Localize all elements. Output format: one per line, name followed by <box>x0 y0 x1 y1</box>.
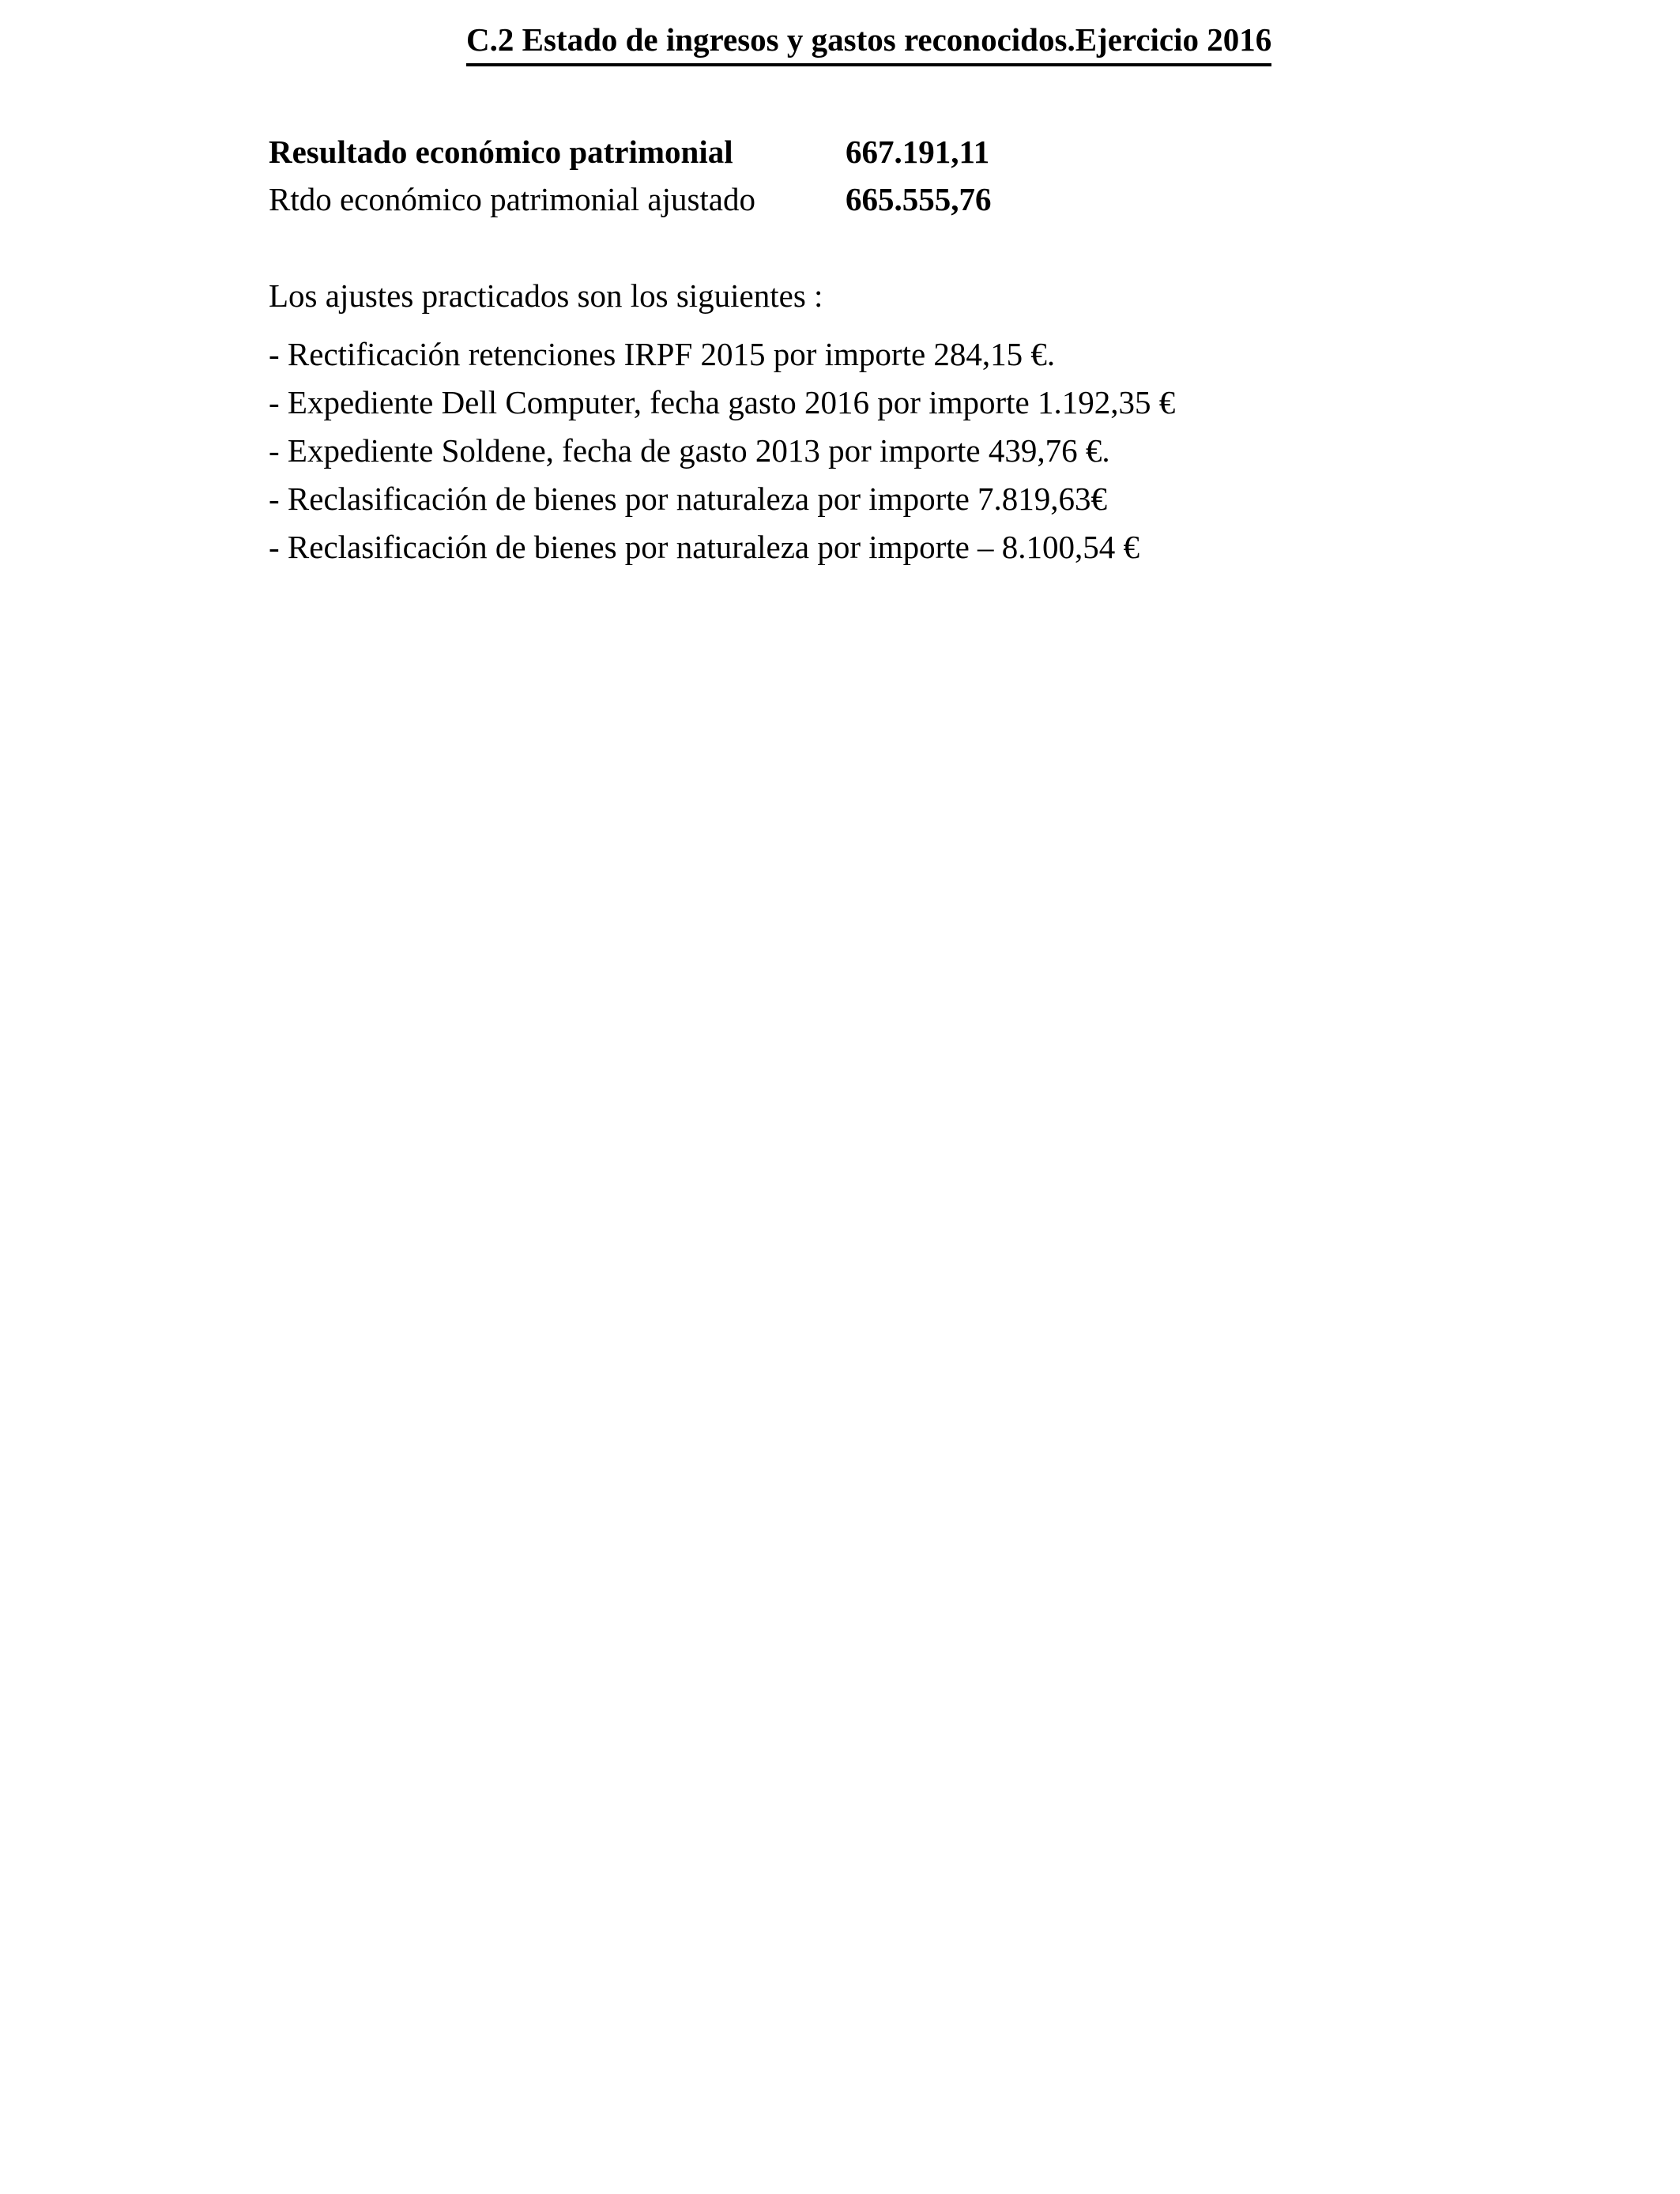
result-label: Resultado económico patrimonial <box>269 134 733 170</box>
list-item: - Reclasificación de bienes por naturaleza por importe 7.819,63€ <box>269 481 1108 517</box>
adjustments-intro: Los ajustes practicados son los siguientes : <box>269 277 823 314</box>
result-value: 665.555,76 <box>846 181 992 217</box>
list-item: - Expediente Dell Computer, fecha gasto 2016 por importe 1.192,35 € <box>269 384 1176 420</box>
list-item: - Rectificación retenciones IRPF 2015 por importe 284,15 €. <box>269 336 1056 372</box>
list-item: - Reclasificación de bienes por naturaleza por importe – 8.100,54 € <box>269 529 1140 565</box>
result-label: Rtdo económico patrimonial ajustado <box>269 181 756 217</box>
result-value: 667.191,11 <box>846 134 990 170</box>
adjustments-list <box>269 330 1175 571</box>
list-item: - Expediente Soldene, fecha de gasto 2013 por importe 439,76 €. <box>269 432 1110 469</box>
page-title: C.2 Estado de ingresos y gastos reconocidos.Ejercicio 2016 <box>466 17 1271 66</box>
